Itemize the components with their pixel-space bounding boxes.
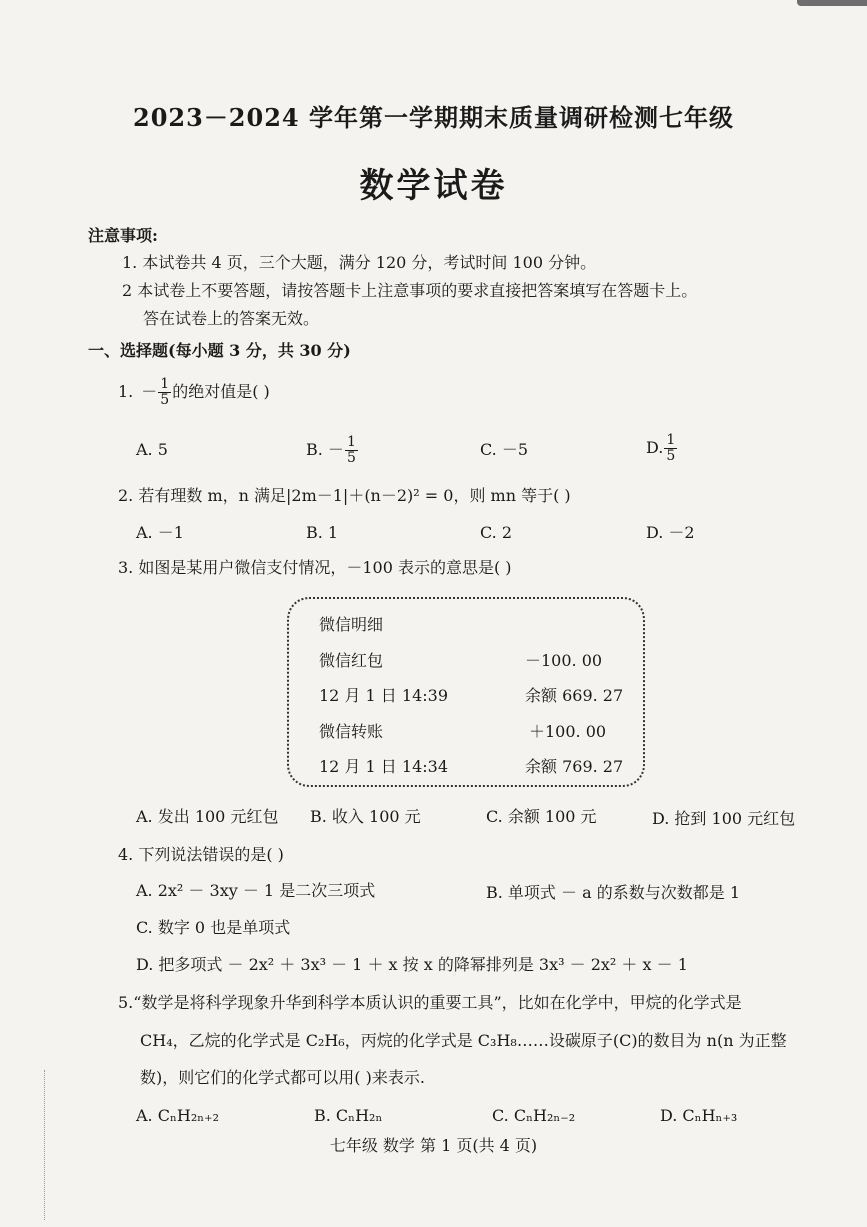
q2-option-a: A. －1 bbox=[136, 523, 184, 542]
q5-option-c: C. CₙH₂ₙ₋₂ bbox=[492, 1106, 576, 1125]
q5-option-b: B. CₙH₂ₙ bbox=[314, 1106, 383, 1125]
wechat-row-1-right: －100. 00 bbox=[525, 651, 603, 670]
wechat-detail-heading: 微信明细 bbox=[319, 615, 384, 634]
minus-sign: － bbox=[141, 382, 158, 401]
question-3: 3. 如图是某用户微信支付情况，－100 表示的意思是( ) bbox=[118, 558, 512, 577]
notes-heading: 注意事项: bbox=[88, 226, 158, 245]
option-label: D. bbox=[646, 438, 664, 457]
q2-option-c: C. 2 bbox=[480, 523, 513, 542]
option-label: B. － bbox=[306, 440, 344, 459]
question-5-line-1: 5.“数学是将科学现象升华到科学本质认识的重要工具”，比如在化学中，甲烷的化学式是 bbox=[118, 993, 742, 1012]
fraction-numerator: 1 bbox=[160, 375, 170, 392]
q3-option-a: A. 发出 100 元红包 bbox=[136, 807, 279, 826]
fraction-denominator: 5 bbox=[346, 449, 356, 466]
q1-option-a: A. 5 bbox=[136, 440, 168, 459]
q2-option-b: B. 1 bbox=[306, 523, 339, 542]
question-2: 2. 若有理数 m，n 满足|2m－1|＋(n－2)² = 0，则 mn 等于( ) bbox=[118, 486, 571, 505]
q1-option-b bbox=[306, 430, 359, 470]
fraction bbox=[664, 433, 677, 464]
wechat-row-4-left: 12 月 1 日 14:34 bbox=[319, 757, 448, 776]
q3-option-c: C. 余额 100 元 bbox=[486, 807, 597, 826]
exam-subject-title: 数学试卷 bbox=[359, 166, 508, 206]
fraction-denominator: 5 bbox=[666, 447, 676, 464]
fraction-numerator: 1 bbox=[666, 431, 676, 448]
fraction bbox=[345, 435, 358, 466]
q4-option-d: D. 把多项式 － 2x² ＋ 3x³ － 1 ＋ x 按 x 的降幂排列是 3x³ － 2x² ＋ x － 1 bbox=[136, 955, 688, 974]
notes-item-3: 答在试卷上的答案无效。 bbox=[143, 309, 320, 328]
q3-option-d: D. 抢到 100 元红包 bbox=[652, 809, 796, 828]
question-5-line-2: CH₄，乙烷的化学式是 C₂H₆，丙烷的化学式是 C₃H₈……设碳原子(C)的数目为 n(n 为正整 bbox=[140, 1031, 787, 1050]
exam-title: 2023－2024 学年第一学期期末质量调研检测七年级 bbox=[133, 103, 734, 132]
q1-option-c: C. －5 bbox=[480, 440, 529, 459]
wechat-detail-box bbox=[287, 597, 645, 787]
fraction-numerator: 1 bbox=[346, 433, 356, 450]
q4-option-c: C. 数字 0 也是单项式 bbox=[136, 918, 291, 937]
question-number: 1. bbox=[118, 382, 134, 401]
page-footer: 七年级 数学 第 1 页(共 4 页) bbox=[329, 1136, 538, 1155]
question-stem: 的绝对值是( ) bbox=[172, 382, 270, 401]
q5-option-a: A. CₙH₂ₙ₊₂ bbox=[136, 1106, 220, 1125]
fraction-denominator: 5 bbox=[160, 391, 170, 408]
q3-option-b: B. 收入 100 元 bbox=[310, 807, 421, 826]
page-corner-mark bbox=[797, 0, 867, 6]
wechat-row-3-right: ＋100. 00 bbox=[529, 722, 607, 741]
wechat-row-2-left: 12 月 1 日 14:39 bbox=[319, 686, 448, 705]
section-heading: 一、选择题(每小题 3 分，共 30 分) bbox=[88, 341, 351, 360]
q2-option-d: D. －2 bbox=[646, 523, 695, 542]
question-4: 4. 下列说法错误的是( ) bbox=[118, 845, 284, 864]
notes-item-1: 1. 本试卷共 4 页，三个大题，满分 120 分，考试时间 100 分钟。 bbox=[122, 253, 597, 272]
q4-option-b: B. 单项式 － a 的系数与次数都是 1 bbox=[486, 883, 740, 902]
q4-option-a: A. 2x² － 3xy － 1 是二次三项式 bbox=[136, 881, 376, 900]
notes-item-2: 2 本试卷上不要答题，请按答题卡上注意事项的要求直接把答案填写在答题卡上。 bbox=[122, 281, 698, 300]
wechat-row-2-right: 余额 669. 27 bbox=[525, 686, 624, 705]
wechat-row-4-right: 余额 769. 27 bbox=[525, 757, 624, 776]
q5-option-d: D. CₙHₙ₊₃ bbox=[660, 1106, 738, 1125]
question-1 bbox=[118, 372, 270, 412]
wechat-row-3-left: 微信转账 bbox=[319, 722, 384, 741]
question-5-line-3: 数)，则它们的化学式都可以用( )来表示. bbox=[140, 1068, 425, 1087]
page-fold-line bbox=[44, 1070, 46, 1220]
fraction bbox=[158, 377, 171, 408]
q1-option-d bbox=[646, 428, 678, 468]
wechat-row-1-left: 微信红包 bbox=[319, 651, 384, 670]
